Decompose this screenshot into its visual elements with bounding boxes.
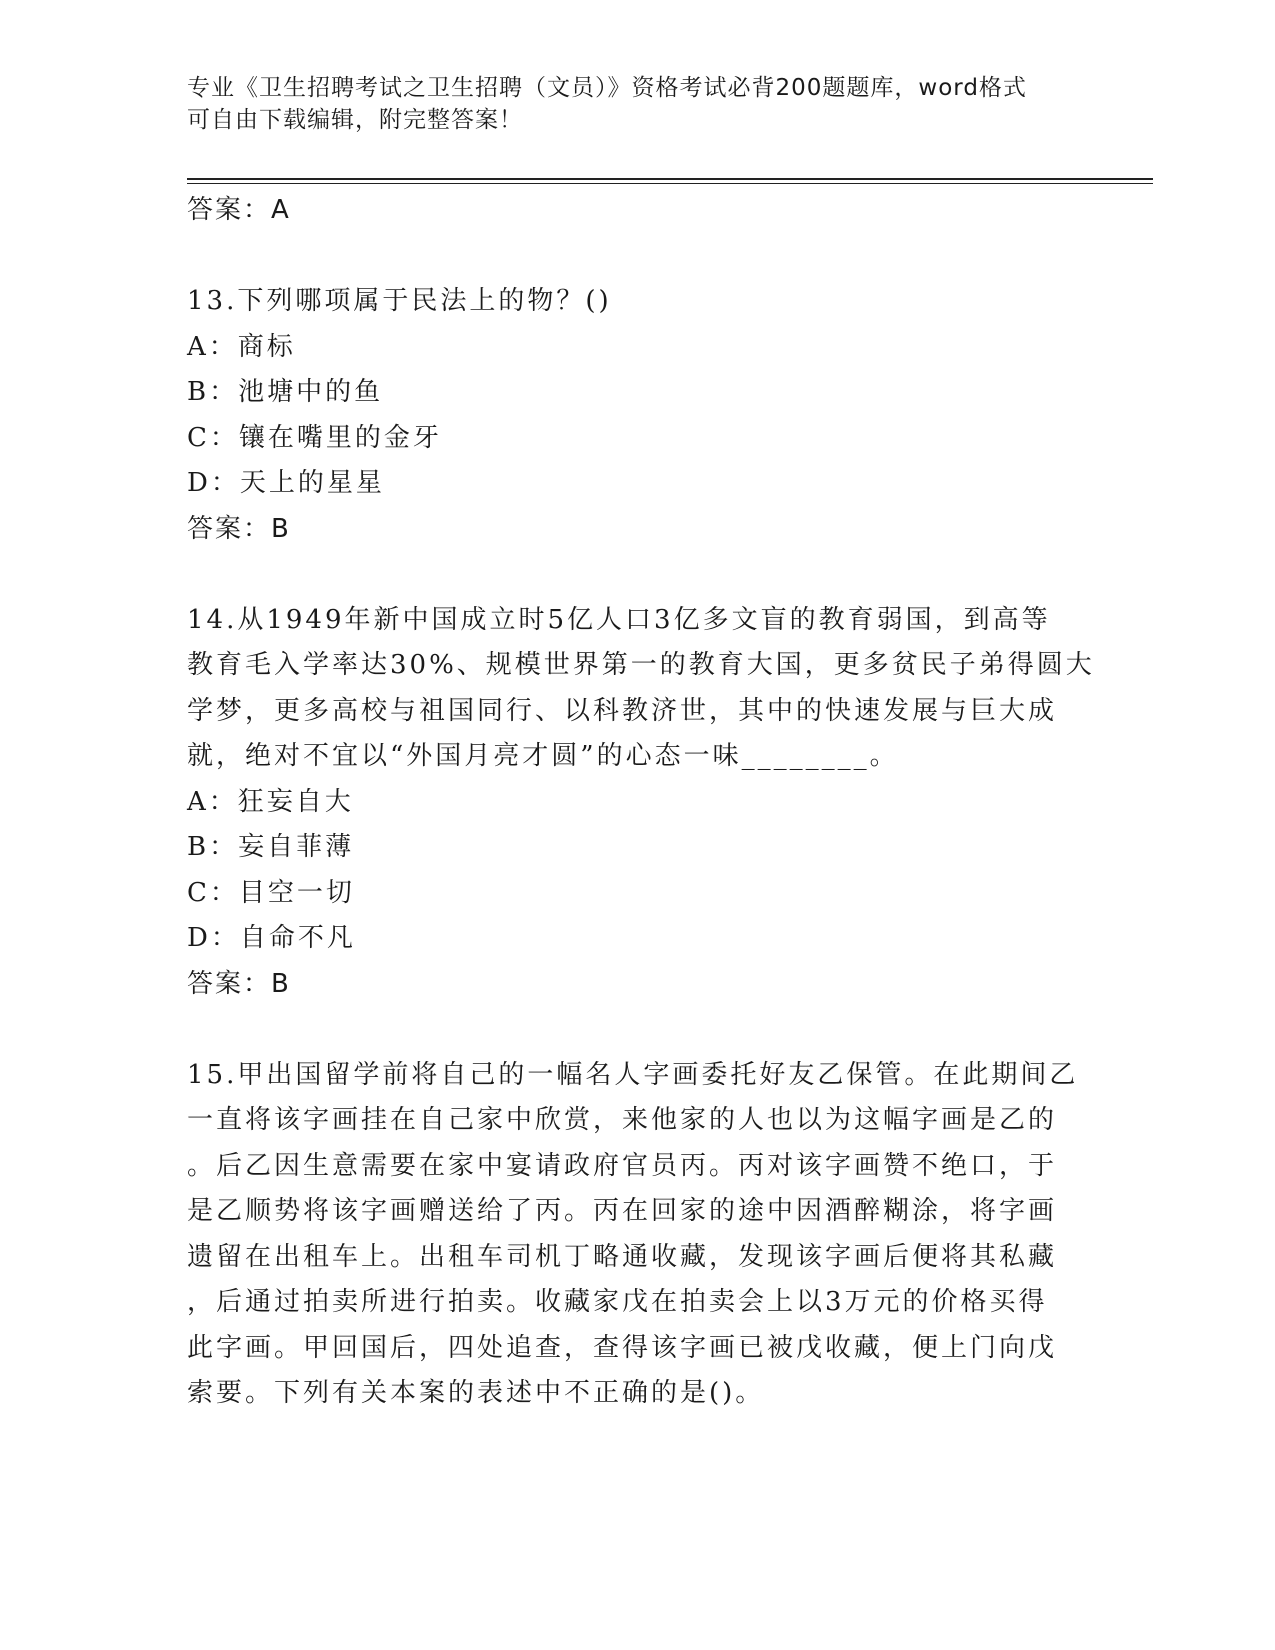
option-c: C：镶在嘴里的金牙 <box>187 422 442 453</box>
option-d: D：天上的星星 <box>187 468 385 498</box>
answer: 答案：B <box>187 513 291 544</box>
option-a: A：商标 <box>187 331 296 362</box>
option-c: C：目空一切 <box>187 877 355 908</box>
header-line-1: 专业《卫生招聘考试之卫生招聘（文员）》资格考试必背200题题库，word格式 <box>187 75 1027 101</box>
header-divider-thin <box>187 183 1153 184</box>
question-list <box>187 188 1095 1417</box>
answer: 答案：B <box>187 968 291 999</box>
question-text-line: 15.甲出国留学前将自己的一幅名人字画委托好友乙保管。在此期间乙 <box>187 1059 1079 1090</box>
spacer <box>187 1007 1087 1053</box>
question-text-line: 。后乙因生意需要在家中宴请政府官员丙。丙对该字画赞不绝口，于 <box>187 1150 1058 1181</box>
previous-answer: 答案：A <box>187 195 291 225</box>
question-text-line: 索要。下列有关本案的表述中不正确的是()。 <box>187 1378 765 1408</box>
question-text-line: 遗留在出租车上。出租车司机丁略通收藏，发现该字画后便将其私藏 <box>187 1241 1058 1272</box>
document-header <box>187 72 1067 136</box>
question-text-line: ，后通过拍卖所进行拍卖。收藏家戊在拍卖会上以3万元的价格买得 <box>187 1287 1048 1317</box>
question-text-line: 此字画。甲回国后，四处追查，查得该字画已被戊收藏，便上门向戊 <box>187 1332 1058 1363</box>
option-a: A：狂妄自大 <box>187 786 354 817</box>
header-line-2: 可自由下载编辑，附完整答案！ <box>187 107 523 133</box>
option-d: D：自命不凡 <box>187 923 356 953</box>
question-text-line: 就，绝对不宜以“外国月亮才圆”的心态一味________。 <box>187 741 899 771</box>
question-15 <box>187 1053 1087 1417</box>
question-text-line: 学梦，更多高校与祖国同行、以科教济世，其中的快速发展与巨大成 <box>187 695 1058 726</box>
question-text-line: 是乙顺势将该字画赠送给了丙。丙在回家的途中因酒醉糊涂，将字画 <box>187 1196 1058 1226</box>
option-b: B：池塘中的鱼 <box>187 377 384 407</box>
question-14 <box>187 598 1095 1008</box>
spacer <box>187 552 1087 598</box>
option-b: B：妄自菲薄 <box>187 832 355 862</box>
question-text: 13.下列哪项属于民法上的物？() <box>187 286 612 316</box>
question-text-line: 教育毛入学率达30%、规模世界第一的教育大国，更多贫民子弟得圆大 <box>187 650 1095 680</box>
header-divider-thick <box>187 178 1153 180</box>
question-text-line: 一直将该字画挂在自己家中欣赏，来他家的人也以为这幅字画是乙的 <box>187 1105 1058 1135</box>
question-text-line: 14.从1949年新中国成立时5亿人口3亿多文盲的教育弱国，到高等 <box>187 604 1051 635</box>
question-13 <box>187 279 1087 552</box>
spacer <box>187 234 1087 280</box>
